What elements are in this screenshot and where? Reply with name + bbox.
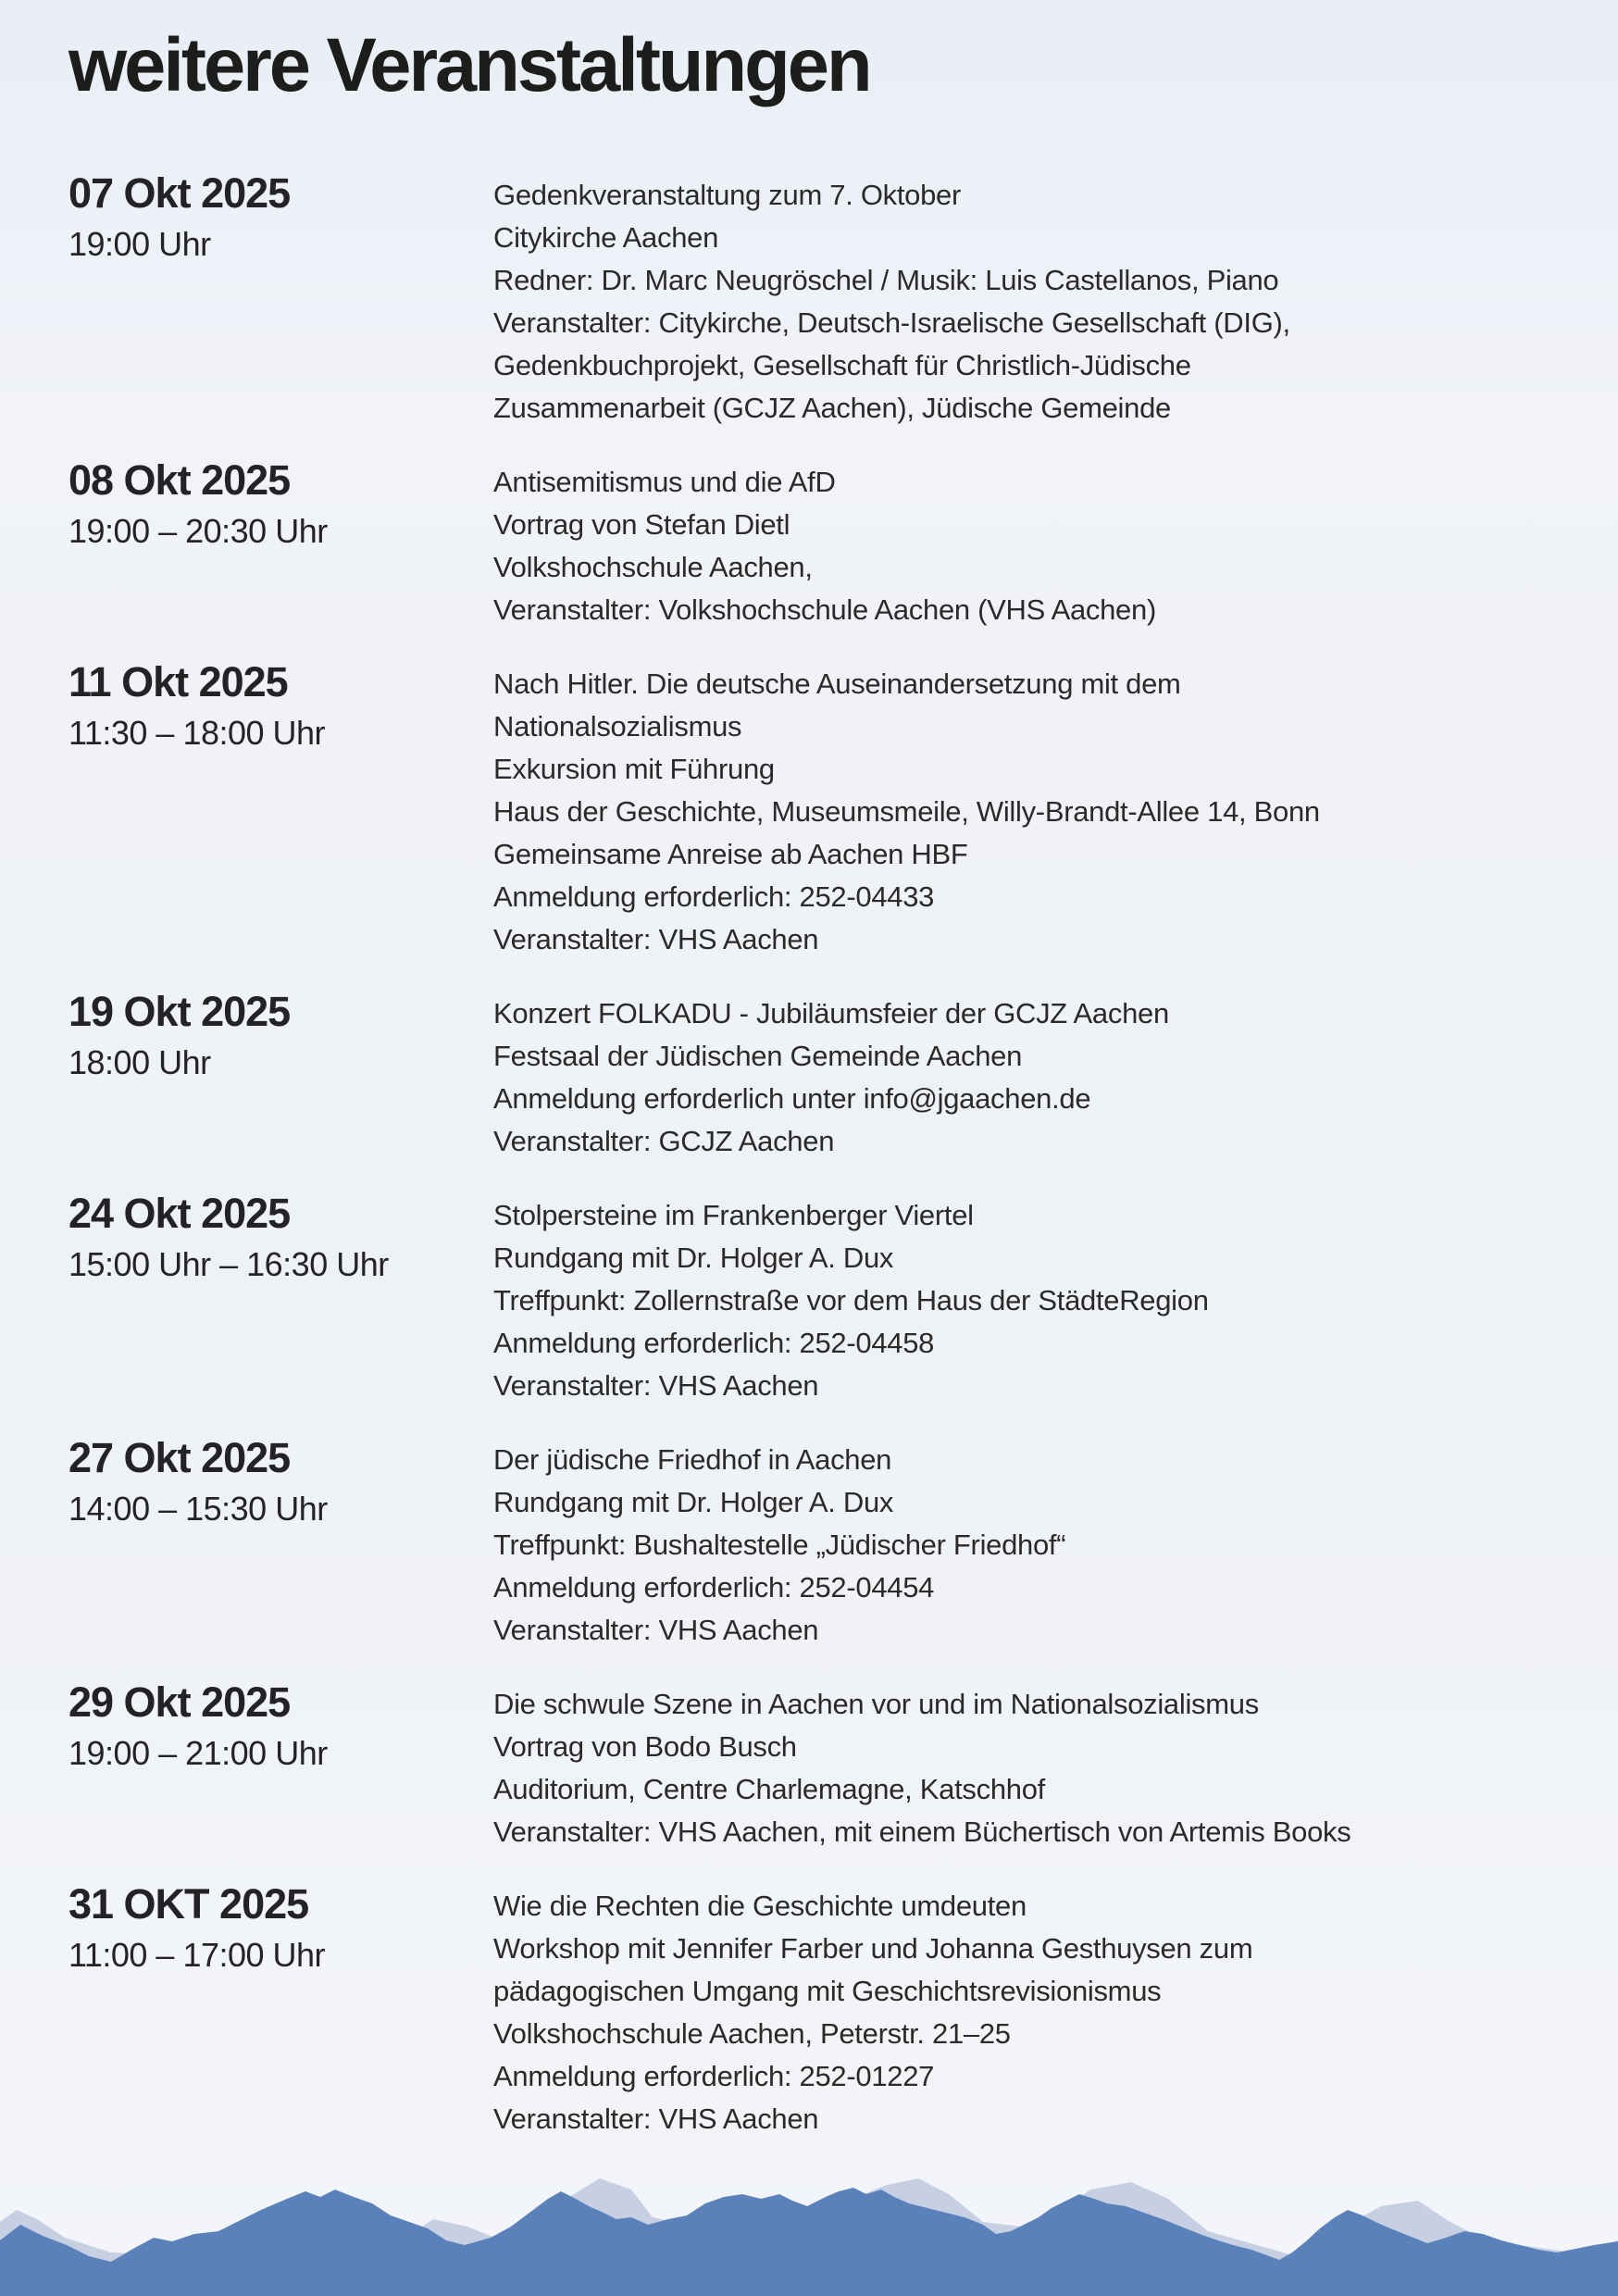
event-row [68, 658, 1581, 961]
event-details [493, 661, 1581, 961]
event-detail-line: Gedenkbuchprojekt, Gesellschaft für Christlich-Jüdische [493, 349, 1191, 381]
event-date: 27 Okt 2025 [68, 1434, 291, 1481]
event-detail-line: Auditorium, Centre Charlemagne, Katschhof [493, 1773, 1045, 1805]
event-details [493, 172, 1581, 430]
event-date-block [68, 658, 493, 752]
event-detail-line: Anmeldung erforderlich unter info@jgaachen.de [493, 1082, 1091, 1115]
event-date: 11 Okt 2025 [68, 658, 288, 705]
event-detail-line: Citykirche Aachen [493, 221, 719, 254]
event-date: 24 Okt 2025 [68, 1190, 291, 1237]
event-time: 18:00 Uhr [68, 1043, 211, 1081]
event-detail-line: Antisemitismus und die AfD [493, 466, 836, 498]
event-detail-line: Gemeinsame Anreise ab Aachen HBF [493, 838, 968, 870]
event-detail-line: Volkshochschule Aachen, [493, 551, 813, 583]
event-detail-line: Veranstalter: VHS Aachen [493, 2103, 819, 2135]
event-detail-line: Volkshochschule Aachen, Peterstr. 21–25 [493, 2017, 1011, 2050]
event-detail-line: Anmeldung erforderlich: 252-01227 [493, 2060, 935, 2092]
bottom-decoration [0, 2152, 1618, 2296]
event-date: 08 Okt 2025 [68, 456, 291, 504]
event-detail-line: Vortrag von Bodo Busch [493, 1730, 797, 1763]
mountain-main-layer [0, 2188, 1618, 2296]
event-row [68, 988, 1581, 1163]
mountain-light-layer [0, 2178, 1618, 2296]
event-date-block [68, 456, 493, 550]
event-detail-line: Veranstalter: Citykirche, Deutsch-Israelische Gesellschaft (DIG), [493, 306, 1290, 339]
event-detail-line: Treffpunkt: Bushaltestelle „Jüdischer Friedhof“ [493, 1529, 1066, 1561]
event-date: 31 OKT 2025 [68, 1880, 309, 1928]
event-details [493, 1681, 1581, 1853]
event-details [493, 459, 1581, 631]
event-detail-line: Zusammenarbeit (GCJZ Aachen), Jüdische Gemeinde [493, 392, 1171, 424]
event-date-block [68, 169, 493, 263]
event-detail-line: Konzert FOLKADU - Jubiläumsfeier der GCJZ Aachen [493, 997, 1169, 1029]
event-detail-line: Nach Hitler. Die deutsche Auseinandersetzung mit dem [493, 668, 1181, 700]
event-date: 29 Okt 2025 [68, 1678, 291, 1726]
event-detail-line: Veranstalter: GCJZ Aachen [493, 1125, 835, 1157]
event-detail-line: Workshop mit Jennifer Farber und Johanna Gesthuysen zum [493, 1932, 1253, 1965]
event-detail-line: Veranstalter: VHS Aachen [493, 1614, 819, 1646]
event-detail-line: Veranstalter: VHS Aachen [493, 923, 819, 955]
event-details [493, 1437, 1581, 1652]
event-detail-line: Veranstalter: VHS Aachen, mit einem Büchertisch von Artemis Books [493, 1816, 1351, 1848]
event-detail-line: Veranstalter: Volkshochschule Aachen (VHS Aachen) [493, 593, 1156, 626]
event-detail-line: Redner: Dr. Marc Neugröschel / Musik: Luis Castellanos, Piano [493, 264, 1279, 296]
event-row [68, 1434, 1581, 1652]
event-detail-line: Anmeldung erforderlich: 252-04458 [493, 1327, 935, 1359]
event-date: 07 Okt 2025 [68, 169, 291, 217]
event-detail-line: Die schwule Szene in Aachen vor und im Nationalsozialismus [493, 1688, 1259, 1720]
event-detail-line: Veranstalter: VHS Aachen [493, 1369, 819, 1402]
event-date-block [68, 1434, 493, 1528]
event-date-block [68, 1880, 493, 1974]
event-details [493, 1192, 1581, 1407]
event-time: 14:00 – 15:30 Uhr [68, 1490, 328, 1528]
event-detail-line: Haus der Geschichte, Museumsmeile, Willy-Brandt-Allee 14, Bonn [493, 795, 1320, 828]
event-detail-line: Stolpersteine im Frankenberger Viertel [493, 1199, 974, 1231]
event-detail-line: Rundgang mit Dr. Holger A. Dux [493, 1486, 894, 1518]
event-detail-line: Anmeldung erforderlich: 252-04433 [493, 880, 935, 913]
event-time: 11:30 – 18:00 Uhr [68, 714, 326, 752]
event-detail-line: Vortrag von Stefan Dietl [493, 508, 790, 541]
event-row [68, 1678, 1581, 1853]
event-row [68, 169, 1581, 430]
event-detail-line: Nationalsozialismus [493, 710, 742, 742]
event-details [493, 991, 1581, 1163]
event-detail-line: Der jüdische Friedhof in Aachen [493, 1443, 892, 1476]
page-title: weitere Veranstaltungen [68, 23, 870, 107]
event-date-block [68, 1192, 493, 1283]
event-time: 19:00 – 21:00 Uhr [68, 1734, 328, 1772]
event-detail-line: Rundgang mit Dr. Holger A. Dux [493, 1242, 894, 1274]
event-row [68, 456, 1581, 631]
event-time: 19:00 Uhr [68, 225, 211, 263]
event-row [68, 1192, 1581, 1407]
event-date-block [68, 1678, 493, 1772]
event-detail-line: Anmeldung erforderlich: 252-04454 [493, 1571, 935, 1603]
event-detail-line: Exkursion mit Führung [493, 753, 775, 785]
event-detail-line: Festsaal der Jüdischen Gemeinde Aachen [493, 1040, 1023, 1072]
event-time: 11:00 – 17:00 Uhr [68, 1936, 326, 1974]
event-detail-line: Treffpunkt: Zollernstraße vor dem Haus der StädteRegion [493, 1284, 1209, 1316]
event-date: 19 Okt 2025 [68, 988, 291, 1035]
mountain-silhouette-graphic [0, 2152, 1618, 2296]
event-row [68, 1880, 1581, 2140]
event-detail-line: Wie die Rechten die Geschichte umdeuten [493, 1890, 1027, 1922]
event-time: 19:00 – 20:30 Uhr [68, 512, 328, 550]
event-date-block [68, 988, 493, 1081]
event-time: 15:00 Uhr – 16:30 Uhr [68, 1245, 389, 1283]
event-detail-line: Gedenkveranstaltung zum 7. Oktober [493, 179, 962, 211]
event-details [493, 1883, 1581, 2140]
event-list [68, 169, 1581, 2140]
event-detail-line: pädagogischen Umgang mit Geschichtsrevisionismus [493, 1975, 1162, 2007]
